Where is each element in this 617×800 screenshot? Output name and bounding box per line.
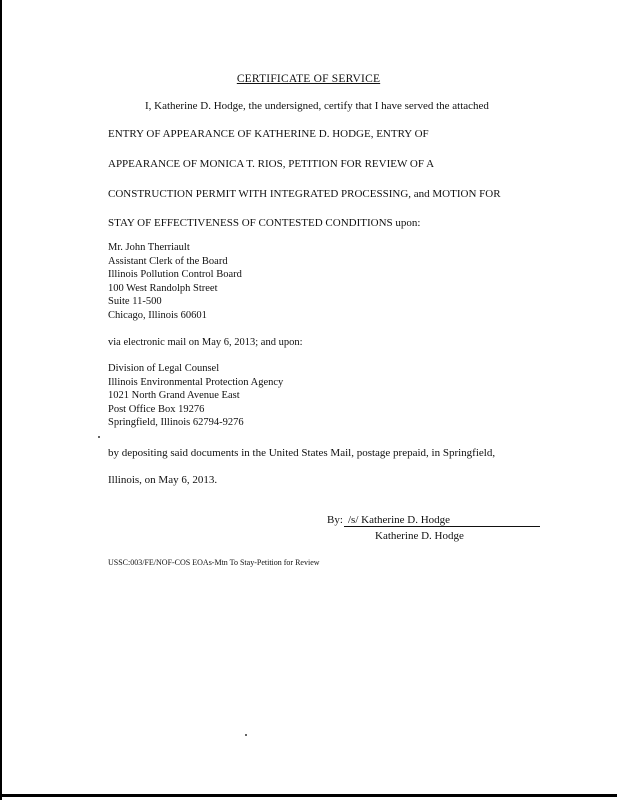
closing-line-2: Illinois, on May 6, 2013.	[108, 474, 218, 486]
documents-line-4: STAY OF EFFECTIVENESS OF CONTESTED CONDITIONS upon:	[108, 217, 421, 229]
address-line: Assistant Clerk of the Board	[108, 255, 228, 267]
documents-line-2: APPEARANCE OF MONICA T. RIOS, PETITION FOR REVIEW OF A	[108, 158, 435, 170]
documents-line-1: ENTRY OF APPEARANCE OF KATHERINE D. HODGE, ENTRY OF	[108, 128, 429, 140]
closing-line-1: by depositing said documents in the United States Mail, postage prepaid, in Springfield,	[108, 447, 496, 459]
signature-signed: /s/ Katherine D. Hodge	[348, 514, 451, 526]
intro-line: I, Katherine D. Hodge, the undersigned, certify that I have served the attached	[145, 100, 489, 112]
signature-by-label: By:	[327, 514, 343, 526]
service-method-line: via electronic mail on May 6, 2013; and upon:	[108, 337, 303, 348]
address-line: Illinois Pollution Control Board	[108, 269, 242, 280]
address-line: 100 West Randolph Street	[108, 282, 218, 294]
document-title: CERTIFICATE OF SERVICE	[236, 73, 381, 85]
footer-document-code: USSC:003/FE/NOF-COS EOAs-Mtn To Stay-Petition for Review	[108, 558, 320, 567]
address-line: 1021 North Grand Avenue East	[108, 390, 240, 401]
address-line: Division of Legal Counsel	[108, 363, 220, 374]
scan-speck	[245, 734, 247, 736]
scan-speck	[98, 436, 100, 438]
scan-bottom-edge	[0, 794, 617, 797]
signature-line	[344, 526, 540, 527]
address-line: Mr. John Therriault	[108, 242, 190, 253]
address-line: Springfield, Illinois 62794-9276	[108, 417, 244, 428]
recipient-1-address	[108, 241, 242, 322]
signature-printed-name: Katherine D. Hodge	[375, 530, 464, 542]
scan-left-edge	[0, 0, 2, 800]
address-line: Chicago, Illinois 60601	[108, 309, 207, 321]
address-line: Suite 11-500	[108, 296, 162, 307]
address-line: Illinois Environmental Protection Agency	[108, 376, 284, 388]
recipient-2-address	[108, 362, 283, 430]
address-line: Post Office Box 19276	[108, 403, 205, 415]
documents-line-3: CONSTRUCTION PERMIT WITH INTEGRATED PROCESSING, and MOTION FOR	[108, 188, 501, 200]
